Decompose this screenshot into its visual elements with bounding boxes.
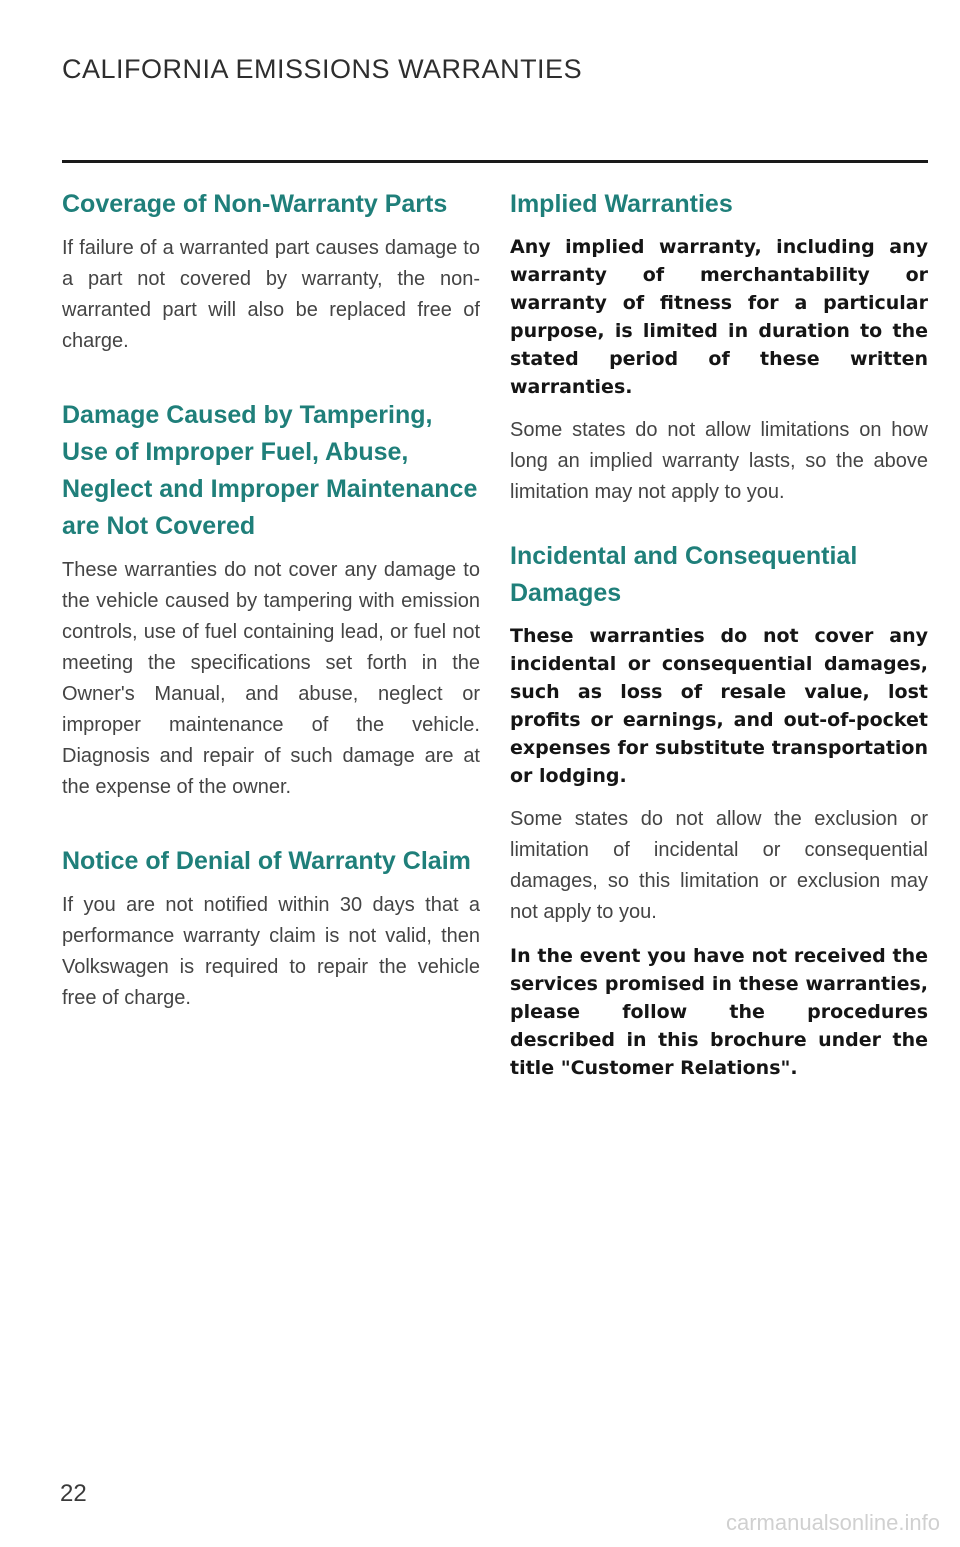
section-body: If failure of a warranted part causes damage to a part not covered by warranty, the non-warranted part will also be replaced free of charge. bbox=[62, 237, 480, 352]
left-column bbox=[62, 186, 480, 1054]
section-heading: Implied Warranties bbox=[510, 190, 733, 218]
page-number: 22 bbox=[60, 1480, 87, 1507]
section-heading: Coverage of Non-Warranty Parts bbox=[62, 190, 448, 218]
customer-relations-note: In the event you have not received the services promised in these warranties, please follow the procedures described in this brochure under the title "Customer Relations". bbox=[510, 945, 928, 1079]
section-bold-statement: Any implied warranty, including any warranty of merchantability or warranty of fitness for a particular purpose, is limited in duration to the stated period of these written warranties. bbox=[510, 236, 928, 398]
right-column bbox=[510, 186, 928, 1112]
section-heading: Incidental and Consequential Damages bbox=[510, 542, 858, 607]
section-heading: Notice of Denial of Warranty Claim bbox=[62, 847, 471, 875]
section-heading: Damage Caused by Tampering, Use of Improper Fuel, Abuse, Neglect and Improper Maintenance are Not Covered bbox=[62, 401, 478, 540]
section-body: Some states do not allow the exclusion or limitation of incidental or consequential damages, so this limitation or exclusion may not apply to you. bbox=[510, 808, 928, 923]
watermark-text: carmanualsonline.info bbox=[725, 1510, 940, 1535]
section-body: If you are not notified within 30 days that a performance warranty claim is not valid, then Volkswagen is required to repair the vehicle free of charge. bbox=[62, 894, 480, 1009]
section-body: Some states do not allow limitations on how long an implied warranty lasts, so the above limitation may not apply to you. bbox=[510, 419, 928, 503]
section-notice-of-denial bbox=[62, 843, 480, 1014]
section-body: These warranties do not cover any damage to the vehicle caused by tampering with emission controls, use of fuel containing lead, or fuel not meeting the specifications set forth in the Owner's Manual, and abuse, neglect or improper maintenance of the vehicle. Diagnosis and repair of such damage are at the expense of the owner. bbox=[62, 559, 480, 798]
section-incidental-damages bbox=[510, 538, 928, 1082]
page-header: CALIFORNIA EMISSIONS WARRANTIES bbox=[62, 54, 583, 84]
header-divider bbox=[62, 160, 928, 163]
section-implied-warranties bbox=[510, 186, 928, 508]
section-coverage-non-warranty bbox=[62, 186, 480, 357]
section-bold-statement: These warranties do not cover any incidental or consequential damages, such as loss of resale value, lost profits or earnings, and out-of-pocket expenses for substitute transportation or lodging. bbox=[510, 625, 928, 787]
section-damage-not-covered bbox=[62, 397, 480, 803]
